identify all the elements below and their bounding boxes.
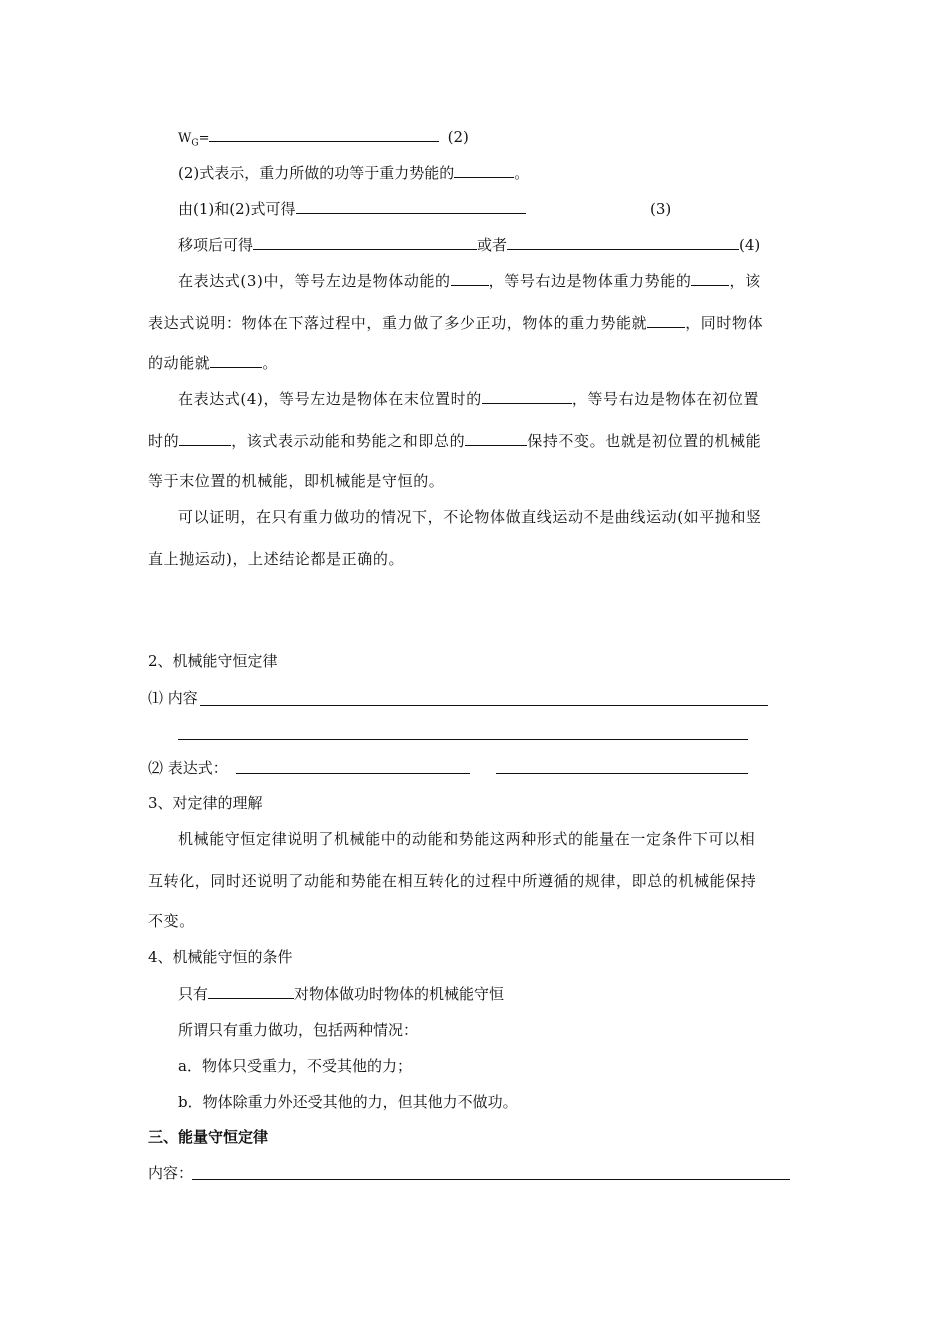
- derivation-line-2: [178, 163, 529, 183]
- paragraph-1-line-3: [148, 353, 278, 373]
- equation-number-3: (3): [650, 200, 672, 218]
- p2-blank-1[interactable]: [482, 389, 572, 404]
- p1-text-f: 的动能就: [148, 354, 211, 372]
- p1-blank-1[interactable]: [451, 271, 489, 286]
- section-4-heading: 4、机械能守恒的条件: [148, 948, 293, 966]
- s4-l1-text-a: 只有: [178, 985, 209, 1003]
- paragraph-2-line-1: [178, 389, 759, 409]
- line3-text: 由(1)和(2)式可得: [178, 200, 296, 218]
- section-3-para-line-1: 机械能守恒定律说明了机械能中的动能和势能这两种形式的能量在一定条件下可以相: [178, 830, 756, 848]
- condition-blank[interactable]: [208, 984, 294, 999]
- s4-l1-text-b: 对物体做功时物体的机械能守恒: [294, 985, 505, 1003]
- wg-symbol: W: [178, 131, 192, 146]
- line4-text-b: 或者: [477, 236, 508, 254]
- p1-text-g: 。: [262, 354, 279, 372]
- section-4-line-2: 所谓只有重力做功，包括两种情况：: [178, 1021, 419, 1039]
- wg-blank[interactable]: [209, 127, 439, 142]
- p2-text-a: 在表达式(4)，等号左边是物体在末位置时的: [178, 390, 482, 408]
- equation-3-blank[interactable]: [296, 199, 526, 214]
- p2-text-f: 等于末位置的机械能，即机械能是守恒的。: [148, 472, 445, 490]
- paragraph-2-line-2: [148, 431, 761, 451]
- paragraph-1-line-2: [148, 313, 763, 333]
- paragraph-3-line-2: [148, 549, 404, 569]
- p3-text-b: 直上抛运动)，上述结论都是正确的。: [148, 550, 405, 568]
- section-4-line-1: [178, 984, 504, 1004]
- p1-text-c: ，该: [729, 272, 761, 290]
- line2-end: 。: [514, 164, 530, 182]
- p2-text-b: ，等号右边是物体在初位置: [571, 390, 760, 408]
- section-2-content-label: ⑴ 内容: [148, 689, 198, 707]
- section-2-expression-label: ⑵ 表达式：: [148, 759, 228, 777]
- p1-blank-4[interactable]: [210, 353, 262, 368]
- p2-blank-2[interactable]: [179, 431, 231, 446]
- equation-number-4: (4): [739, 236, 761, 254]
- paragraph-2-line-3: [148, 471, 444, 491]
- section-three-heading: 三、能量守恒定律: [148, 1128, 269, 1146]
- equation-4-blank-a[interactable]: [253, 235, 477, 250]
- potential-energy-blank[interactable]: [454, 163, 514, 178]
- paragraph-3-line-1: [178, 507, 762, 527]
- p1-text-a: 在表达式(3)中，等号左边是物体动能的: [178, 272, 451, 290]
- expression-answer-line-1[interactable]: [236, 773, 470, 774]
- expression-answer-line-2[interactable]: [496, 773, 748, 774]
- content-answer-line-1[interactable]: [200, 705, 768, 706]
- energy-content-answer-line[interactable]: [192, 1179, 790, 1180]
- section-3-para-line-2: 互转化，同时还说明了动能和势能在相互转化的过程中所遵循的规律，即总的机械能保持: [148, 872, 757, 890]
- wg-equals: =: [198, 131, 210, 146]
- p1-blank-3[interactable]: [647, 313, 685, 328]
- p2-blank-3[interactable]: [465, 431, 527, 446]
- derivation-line-3: [178, 199, 526, 219]
- section-3-para-line-3: 不变。: [148, 912, 195, 930]
- section-3-heading: 3、对定律的理解: [148, 794, 263, 812]
- equation-4-blank-b[interactable]: [507, 235, 739, 250]
- paragraph-1-line-1: [178, 271, 761, 291]
- section-three-content-label: 内容：: [148, 1164, 194, 1182]
- line2-text: (2)式表示，重力所做的功等于重力势能的: [178, 164, 455, 182]
- wg-subscript: G: [191, 138, 199, 149]
- section-2-heading: 2、机械能守恒定律: [148, 652, 278, 670]
- section-4-item-a: a．物体只受重力，不受其他的力；: [178, 1057, 412, 1075]
- p2-text-c: 时的: [148, 432, 180, 450]
- line4-text-a: 移项后可得: [178, 236, 254, 254]
- p2-text-e: 保持不变。也就是初位置的机械能: [527, 432, 762, 450]
- p2-text-d: ，该式表示动能和势能之和即总的: [231, 432, 466, 450]
- content-answer-line-2[interactable]: [178, 739, 748, 740]
- section-4-item-b: b．物体除重力外还受其他的力，但其他力不做功。: [178, 1093, 518, 1111]
- p3-text-a: 可以证明，在只有重力做功的情况下，不论物体做直线运动不是曲线运动(如平抛和竖: [178, 508, 762, 526]
- derivation-line-4: [178, 235, 760, 255]
- p1-text-b: ，等号右边是物体重力势能的: [488, 272, 692, 290]
- p1-blank-2[interactable]: [691, 271, 729, 286]
- p1-text-e: ，同时物体: [685, 314, 764, 332]
- p1-text-d: 表达式说明：物体在下落过程中，重力做了多少正功，物体的重力势能就: [148, 314, 648, 332]
- equation-number-2: (2): [447, 128, 469, 146]
- wg-equation-line: [178, 127, 469, 154]
